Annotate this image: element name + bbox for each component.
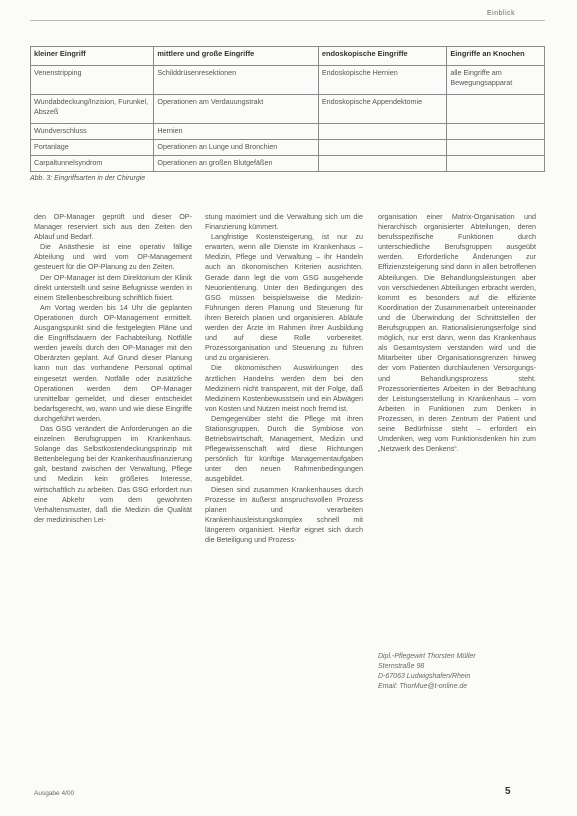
issue-label: Ausgabe 4/00 (34, 790, 75, 797)
table-row (31, 140, 545, 156)
table-cell (318, 140, 447, 156)
table-cell: Endoskopische Hernien (318, 66, 447, 95)
section-label: Einblick (487, 10, 516, 17)
text-column-1 (34, 212, 192, 525)
table-cell: Wundabdeckung/Inzision, Furunkel, Abszeß (31, 95, 154, 124)
table-row (31, 95, 545, 124)
table-cell: Portanlage (31, 140, 154, 156)
table-cell: Operationen an Lunge und Bronchien (154, 140, 318, 156)
paragraph: stung maximiert und die Verwaltung sich um die Finanzierung kümmert. (205, 212, 363, 232)
table-cell (318, 124, 447, 140)
table-cell: Endoskopische Appendektomie (318, 95, 447, 124)
table-cell (447, 95, 545, 124)
table-row (31, 66, 545, 95)
text-column-3 (378, 212, 536, 454)
figure-caption: Abb. 3: Eingriffsarten in der Chirurgie (30, 175, 146, 182)
page-number: 5 (505, 786, 511, 797)
table-header-cell: kleiner Eingriff (31, 47, 154, 66)
text-column-2 (205, 212, 363, 545)
author-email: Email: ThorMue@t-online.de (378, 683, 468, 690)
table-row (31, 124, 545, 140)
header-rule (30, 20, 545, 21)
table-cell (447, 140, 545, 156)
table-header-cell: endoskopische Eingriffe (318, 47, 447, 66)
paragraph: Die ökonomischen Auswirkungen des ärztlichen Handelns werden dem bei den Medizinern nicht transparent, mit der Folge, daß Medizinern Kostenbewusstsein und ein Abwägen von Kosten und Nutzen meist noch fremd ist. (205, 363, 363, 413)
paragraph: den OP-Manager geprüft und dieser OP-Manager reserviert sich aus den Zeiten den Ablauf und Bedarf. (34, 212, 192, 242)
paragraph: Der OP-Manager ist dem Direktorium der Klinik direkt unterstellt und seine Befugnisse werden in einem Stellenbeschreibung schriftlich fixiert. (34, 272, 192, 302)
author-city: D-67063 Ludwigshafen/Rhein (378, 673, 471, 680)
paragraph: Am Vortag werden bis 14 Uhr die geplanten Operationen durch OP-Management ermittelt. Ausgangspunkt sind die festgelegten Pläne und die Eingriffsdauern der Fachabteilung. Notfälle werden jeweils durch den OP-Manager mit den Oberärzten geplant. Auf Grund dieser Planung kann nun das vorhandene Personal optimal eingesetzt werden. Notfälle oder zusätzliche Operationen werden dem OP-Manager unmittelbar gemeldet, und dieser entscheidet bedarfsgerecht, wo, wann und wie diese Eingriffe durchgeführt werden. (34, 302, 192, 423)
table-cell (447, 124, 545, 140)
table-header-cell: Eingriffe an Knochen (447, 47, 545, 66)
author-name: Dipl.-Pflegewirt Thorsten Müller (378, 653, 476, 660)
paragraph: Diesen sind zusammen Krankenhauses durch Prozesse im äußerst anspruchsvollen Prozess planen und verarbeiten Krankenhausleistungskomplex schnell mit längerem organisiert. Hierfür eignet sich durch die Beteiligung und Prozess- (205, 484, 363, 544)
table-cell (447, 156, 545, 172)
paragraph: Die Anästhesie ist eine operativ fällige Abteilung und wird vom OP-Management gesteuert für die OP-Planung zu den Zeiten. (34, 242, 192, 272)
paragraph: organisation einer Matrix-Organisation und hierarchisch organisierter Abteilungen, deren berufsspezifische Funktionen durch unterschiedliche Berufsgruppen ausgeübt werden. Erforderliche Änderungen zur Effizienzsteigerung sind dann in allen betroffenen Abteilungen. Die Behandlungsleistungen aber von verschiedenen Abteilungen erbracht werden, kommt es besonders auf die effiziente Koordination der Zusammenarbeit untereinander und die Überwindung der Schnittstellen der Berufsgruppen an. Rationalisierungserfolge sind möglich, nur erst dann, wenn das Krankenhaus als Gesamtsystem verstanden wird und die Mitarbeiter über Organisationsgrenzen hinweg der vom Patienten durchlaufenen Versorgungs- und Behandlungsprozess steht. Prozessorientiertes Arbeiten in der Betrachtung der Leistungserstellung in Krankenhaus – vom Arbeiten in Funktionen zum Denken in Prozessen, in deren Zentrum der Patient und seine Bedürfnisse steht – erfordert ein Umdenken, weg vom Funktionsdenken hin zum „Netzwerk des Denkens“. (378, 212, 536, 454)
table-cell: Venenstripping (31, 66, 154, 95)
table-header-row (31, 47, 545, 66)
table-cell: Operationen am Verdauungstrakt (154, 95, 318, 124)
table-header-cell: mittlere und große Eingriffe (154, 47, 318, 66)
table-cell: alle Eingriffe am Bewegungsapparat (447, 66, 545, 95)
table-cell (318, 156, 447, 172)
paragraph: Demgegenüber steht die Pflege mit ihren Stationsgruppen. Durch die Symbiose von Betriebswirtschaft, Management, Medizin und Pflegewissenschaft wird diese Richtungen persönlich für künftige Managementaufgaben unter den neuen Rahmenbedingungen ausgebildet. (205, 413, 363, 484)
table-cell: Schilddrüsenresektionen (154, 66, 318, 95)
table-cell: Hernien (154, 124, 318, 140)
author-info (378, 652, 543, 692)
author-street: Sternstraße 98 (378, 663, 425, 670)
paragraph: Das GSG verändert die Anforderungen an die einzelnen Berufsgruppen im Krankenhaus. Solange das Selbstkostendeckungsprinzip mit Bettenbelegung bei der Krankenhausfinanzierung galt, bestand zwischen der Verwaltung, Pflege und Medizin kein größeres Interesse, wirtschaftlich zu arbeiten. Das GSG erfordert nun eine Abkehr vom dem gewohnten Verhaltensmuster, daß die Medizin die Qualität der medizinischen Lei- (34, 423, 192, 524)
table-cell: Operationen an großen Blutgefäßen (154, 156, 318, 172)
table-cell: Carpaltunnelsyndrom (31, 156, 154, 172)
table-cell: Wundverschluss (31, 124, 154, 140)
paragraph: Langfristige Kostensteigerung, ist nur zu erwarten, wenn alle Dienste im Krankenhaus – Medizin, Pflege und Verwaltung – ihr Handeln auch an ökonomischen Kriterien ausrichten. Gerade dann legt die vom GSG ausgehende Neuorientierung. Unter den Bedingungen des GSG müssen beispielsweise die Medizin-Führungen deren Planung und Steuerung für ihren Bereich planen und organisieren. Abläufe werden der Ärzte im Rahmen ihrer Ausbildung und auf diese Rolle vorbereitet. Prozessorganisation und Steuerung zu führen und zu organisieren. (205, 232, 363, 363)
table-row (31, 156, 545, 172)
surgery-types-table (30, 46, 545, 172)
